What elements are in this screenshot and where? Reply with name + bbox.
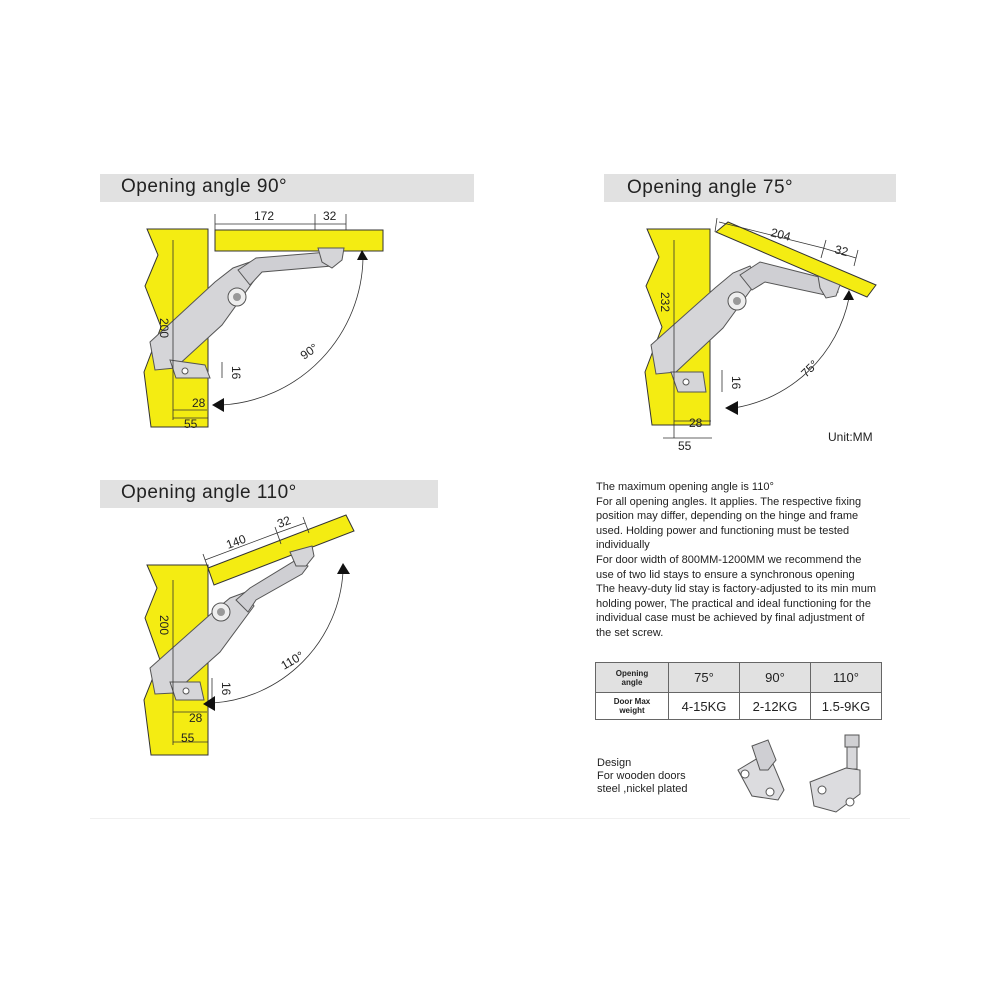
dim-28: 28 — [189, 711, 203, 725]
dim-32: 32 — [275, 513, 293, 531]
dim-55: 55 — [181, 731, 195, 745]
angle-cell: 110° — [811, 663, 882, 693]
dim-172: 172 — [254, 209, 275, 223]
angle-label-90: 90° — [297, 340, 321, 363]
dim-55: 55 — [184, 417, 198, 431]
dim-232: 232 — [658, 292, 672, 313]
description-line: For all opening angles. It applies. The respective fixing — [596, 495, 862, 508]
flat-bracket-image — [738, 740, 784, 800]
description-line: holding power, The practical and ideal functioning for the — [596, 597, 871, 610]
dim-55: 55 — [678, 439, 692, 453]
dim-28: 28 — [192, 396, 206, 410]
description-line: position may differ, depending on the hinge and frame — [596, 510, 859, 523]
dim-16: 16 — [219, 682, 233, 696]
dim-16: 16 — [729, 376, 743, 390]
title-opening-angle-110: Opening angle 110° — [121, 482, 297, 503]
post-bracket-image — [810, 735, 860, 812]
header-label-line1: Opening — [615, 668, 649, 678]
row-label-line1: Door Max — [613, 697, 651, 706]
dim-32: 32 — [833, 242, 850, 260]
row-label-line2: weight — [619, 706, 645, 715]
description-line: The heavy-duty lid stay is factory-adjusted to its min mum — [596, 583, 876, 596]
weight-cell: 1.5-9KG — [811, 693, 882, 720]
description-line: individual case must be achieved by final adjustment of — [596, 612, 865, 625]
weight-cell: 2-12KG — [740, 693, 811, 720]
dim-204: 204 — [769, 225, 793, 244]
description-line: use of two lid stays to ensure a synchronous opening — [596, 568, 855, 581]
description-line: The maximum opening angle is 110° — [596, 481, 774, 493]
angle-label-75: 75° — [798, 357, 821, 381]
design-line: steel ,nickel plated — [597, 783, 688, 795]
weight-cell: 4-15KG — [669, 693, 740, 720]
unit-label: Unit:MM — [828, 430, 873, 444]
title-opening-angle-90: Opening angle 90° — [121, 176, 288, 197]
design-line: Design — [597, 757, 632, 769]
dim-200: 200 — [157, 615, 171, 636]
design-line: For wooden doors — [597, 770, 686, 782]
dim-16: 16 — [229, 366, 243, 380]
title-opening-angle-75: Opening angle 75° — [627, 177, 794, 198]
description-line: the set screw. — [596, 626, 664, 639]
dim-32: 32 — [323, 209, 337, 223]
dim-140: 140 — [224, 531, 248, 552]
description-line: individually — [596, 539, 650, 552]
description-line: For door width of 800MM-1200MM we recommend the — [596, 553, 862, 566]
description-line: used. Holding power and functioning must be tested — [596, 524, 850, 537]
dim-28: 28 — [689, 416, 703, 430]
header-label-line2: angle — [621, 677, 643, 687]
angle-label-110: 110° — [278, 648, 307, 673]
angle-cell: 75° — [669, 663, 740, 693]
footer-divider — [90, 818, 910, 819]
angle-cell: 90° — [740, 663, 811, 693]
dim-200: 200 — [157, 318, 171, 339]
